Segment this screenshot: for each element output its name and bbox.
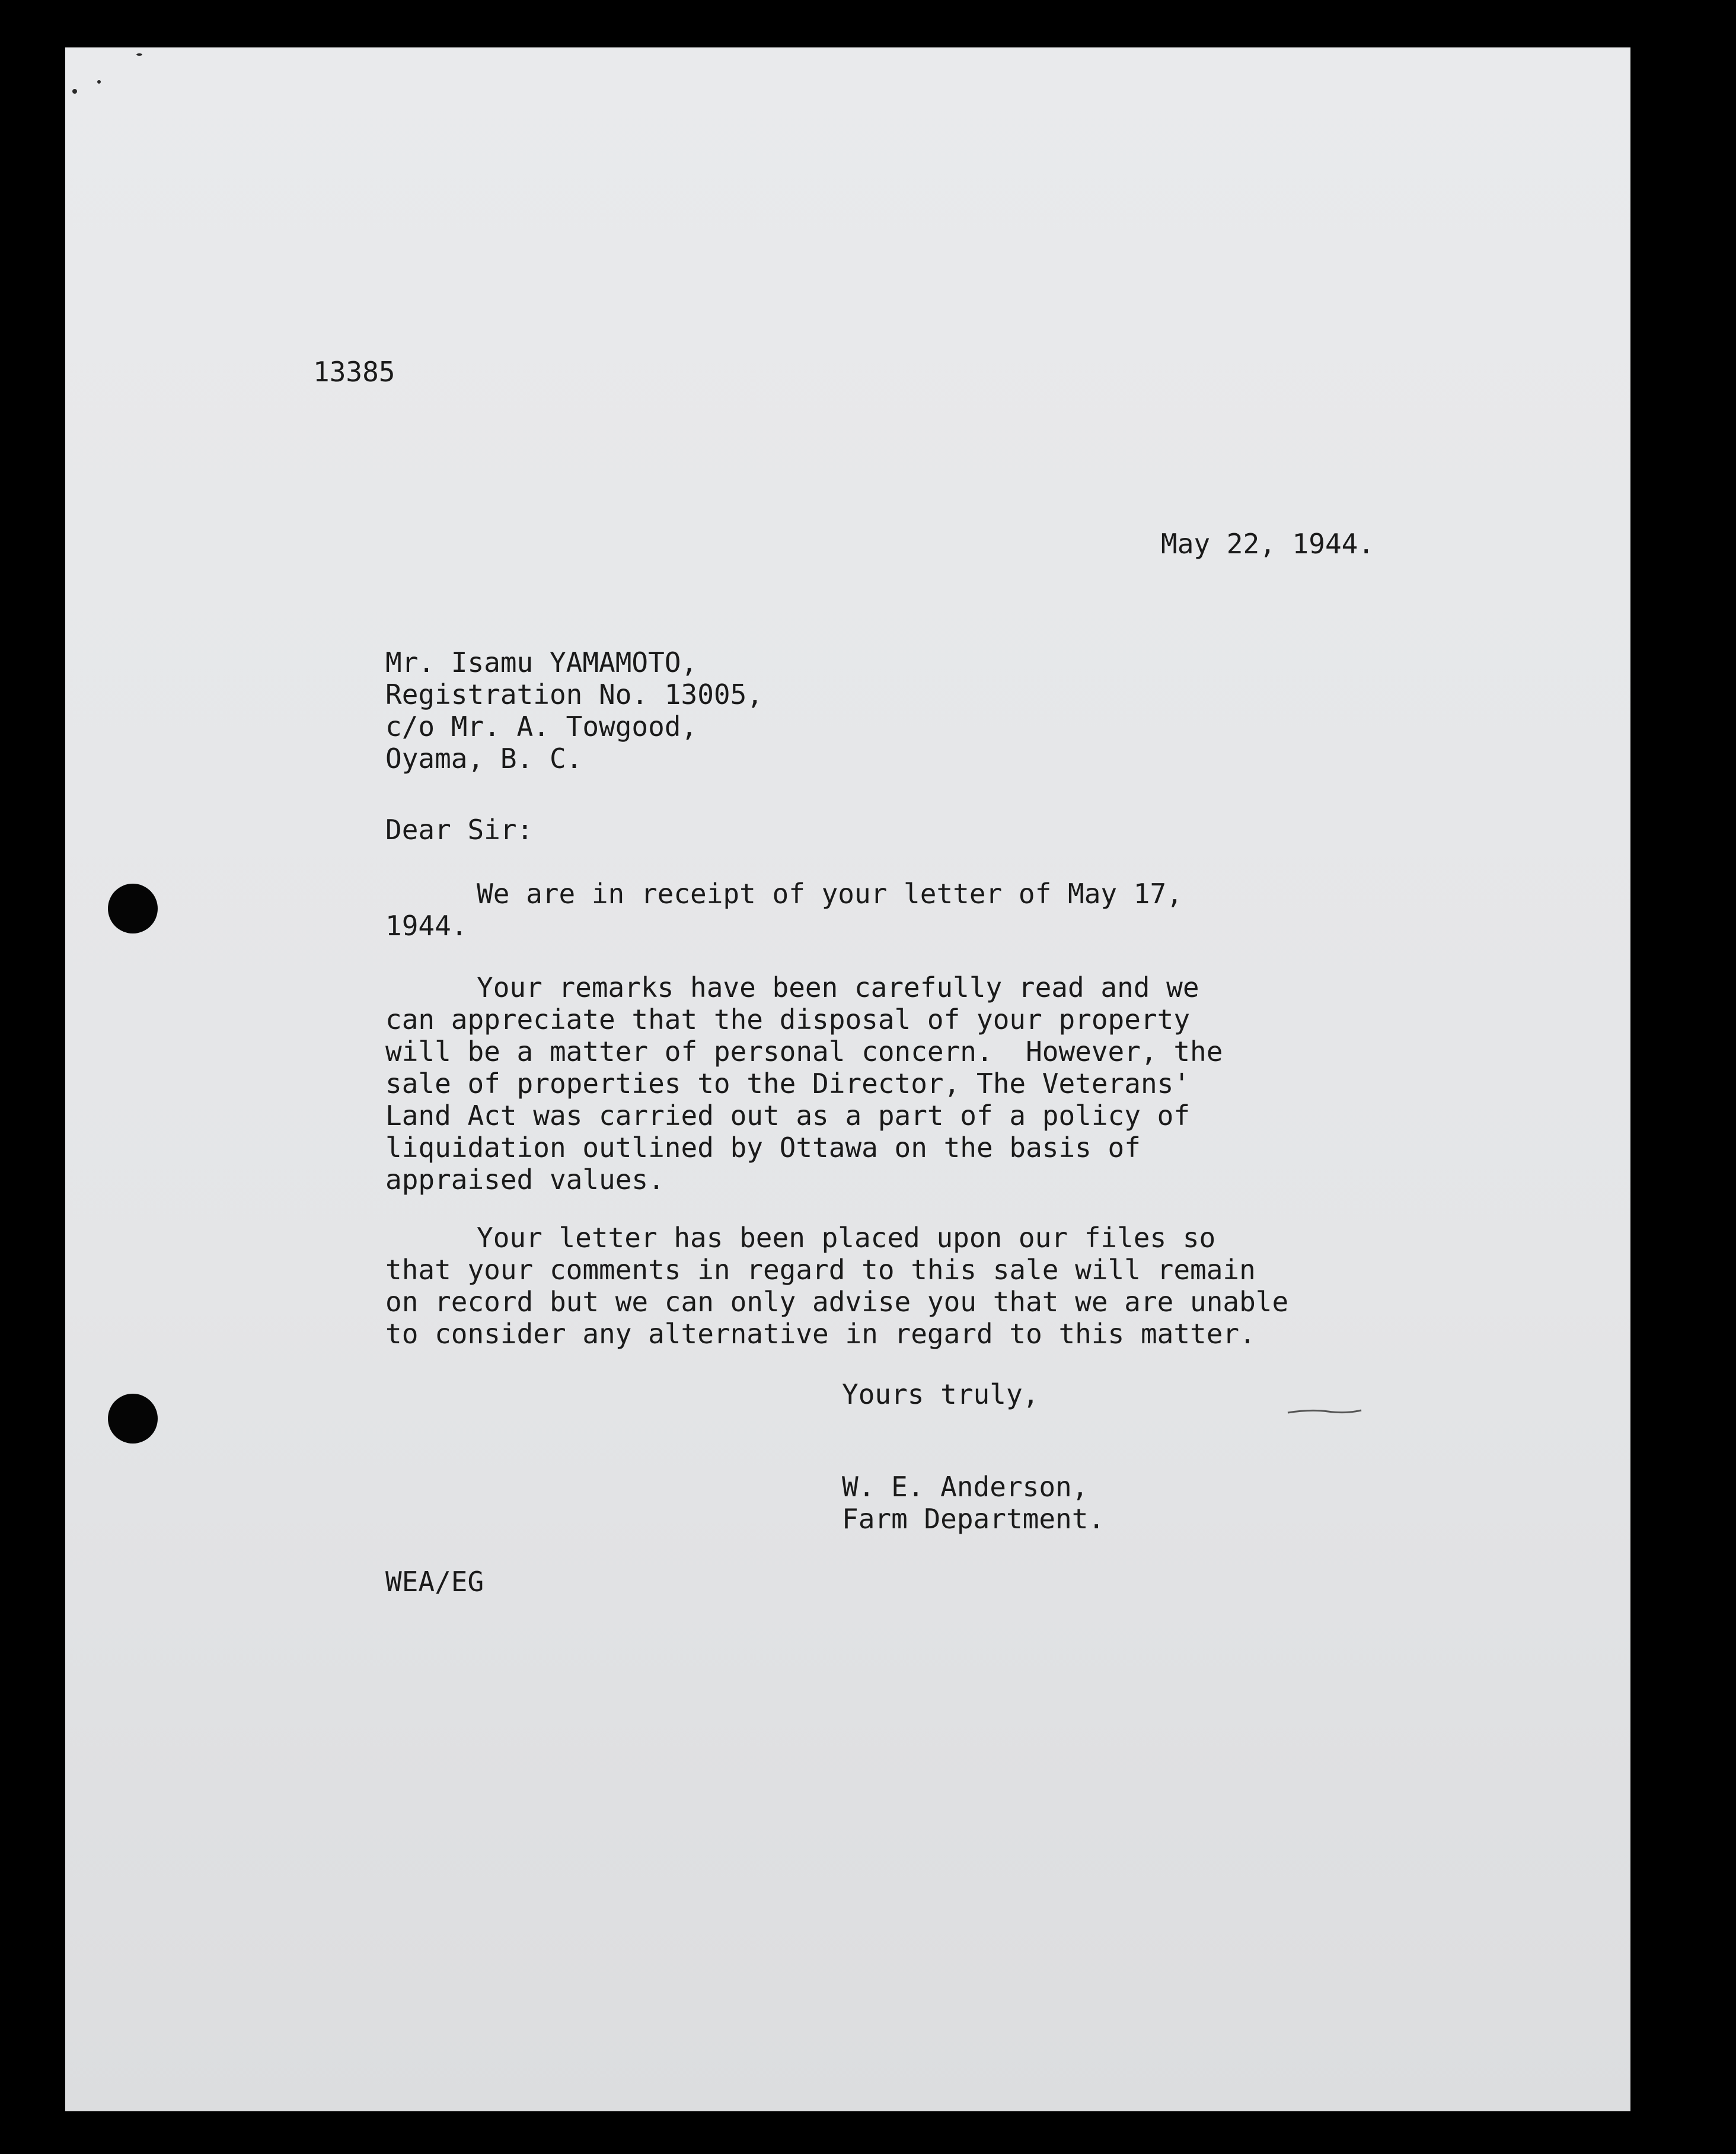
paragraph-3 xyxy=(385,1222,1288,1350)
paragraph-line: liquidation outlined by Ottawa on the basis of xyxy=(385,1132,1141,1164)
paper-speck xyxy=(97,80,101,84)
punch-hole-upper xyxy=(108,884,158,933)
signature-line: W. E. Anderson, xyxy=(842,1471,1089,1503)
paragraph-line: will be a matter of personal concern. However, the xyxy=(385,1035,1223,1068)
paragraph-line: We are in receipt of your letter of May 17, xyxy=(477,878,1183,910)
letter-page xyxy=(65,47,1630,2111)
paragraph-line: Land Act was carried out as a part of a policy of xyxy=(385,1100,1191,1132)
paragraph-line: sale of properties to the Director, The Veterans' xyxy=(385,1068,1191,1100)
paper-speck xyxy=(72,89,77,94)
paragraph-line: Your remarks have been carefully read and we xyxy=(477,971,1199,1003)
paragraph-line: that your comments in regard to this sale will remain xyxy=(385,1254,1256,1286)
paragraph-line: on record but we can only advise you that we are unable xyxy=(385,1286,1289,1318)
recipient-line: Oyama, B. C. xyxy=(385,743,583,775)
paragraph-line: appraised values. xyxy=(385,1164,665,1196)
file-number: 13385 xyxy=(313,356,395,388)
signature-block xyxy=(842,1471,1105,1535)
paragraph-line: can appreciate that the disposal of your property xyxy=(385,1003,1191,1035)
punch-hole-lower xyxy=(108,1394,158,1444)
recipient-line: Mr. Isamu YAMAMOTO, xyxy=(385,646,698,678)
recipient-line: c/o Mr. A. Towgood, xyxy=(385,710,698,743)
paragraph-line: to consider any alternative in regard to this matter. xyxy=(385,1318,1256,1350)
reference-initials: WEA/EG xyxy=(385,1566,484,1598)
pen-mark xyxy=(1287,1406,1364,1417)
closing: Yours truly, xyxy=(842,1378,1039,1410)
paper-speck xyxy=(136,53,142,56)
recipient-line: Registration No. 13005, xyxy=(385,678,763,710)
paragraph-line: Your letter has been placed upon our files so xyxy=(477,1222,1216,1254)
paragraph-2 xyxy=(385,971,1223,1196)
salutation: Dear Sir: xyxy=(385,814,534,846)
recipient-address xyxy=(385,646,763,775)
paragraph-1 xyxy=(385,878,1183,942)
letter-date: May 22, 1944. xyxy=(1161,528,1375,560)
signature-line: Farm Department. xyxy=(842,1503,1105,1535)
paragraph-line: 1944. xyxy=(385,910,468,942)
